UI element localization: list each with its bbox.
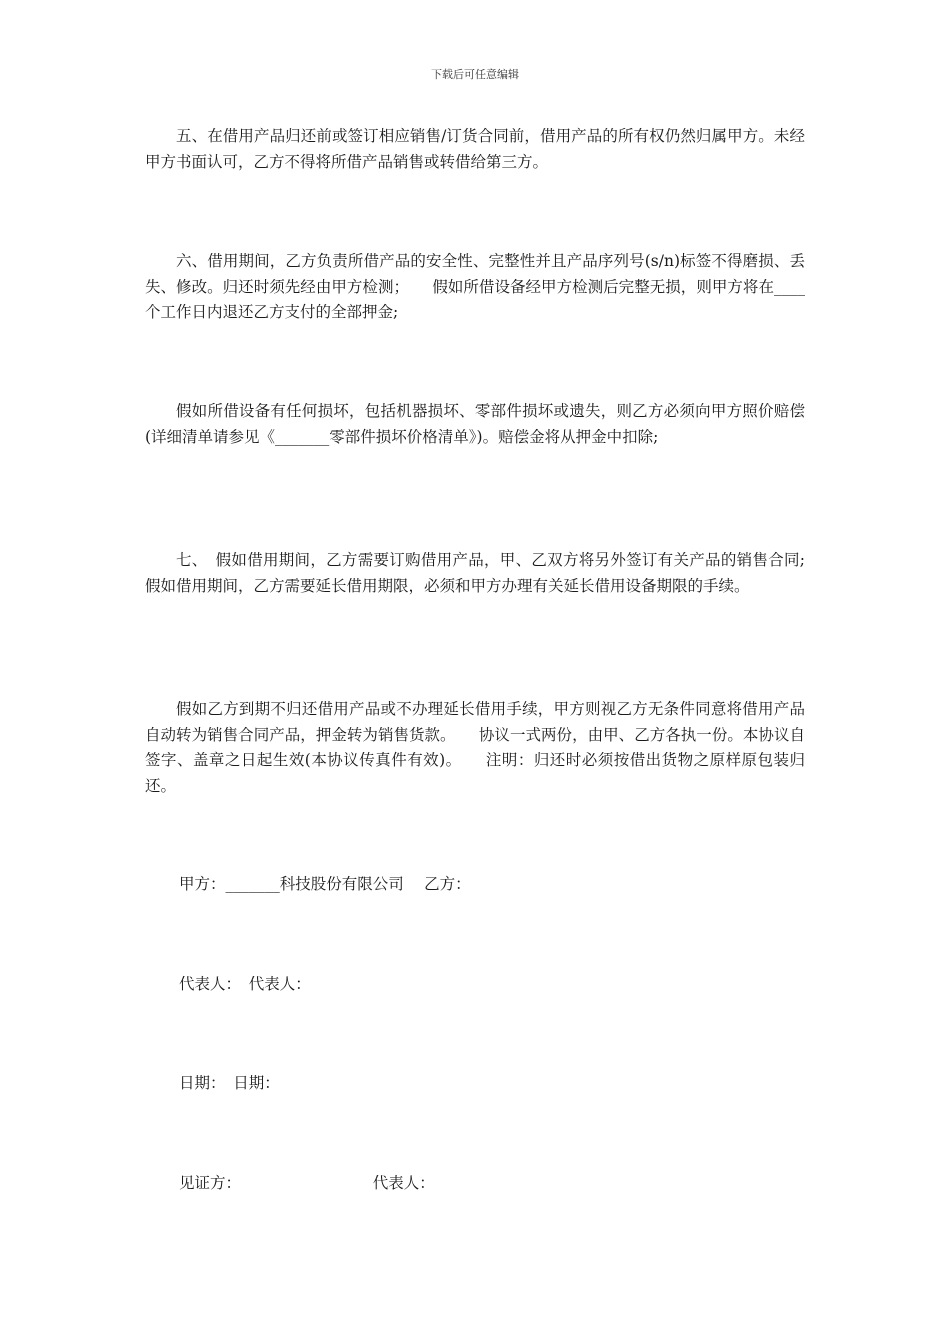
witness-line: 见证方： 代表人： [179, 1174, 435, 1192]
representative-line: 代表人： 代表人： [179, 975, 311, 993]
clause-6-paragraph: 六、借用期间，乙方负责所借产品的安全性、完整性并且产品序列号(s/n)标签不得磨损、丢失、修改。归还时须先经由甲方检测； 假如所借设备经甲方检测后完整无损，则甲方将在____个工作日内退还乙方支付的全部押金; [145, 252, 805, 321]
overdue-return-paragraph: 假如乙方到期不归还借用产品或不办理延长借用手续，甲方则视乙方无条件同意将借用产品自动转为销售合同产品，押金转为销售货款。 协议一式两份，由甲、乙方各执一份。本协议自签字、盖章之日起生效(本协议传真件有效)。 注明：归还时必须按借出货物之原样原包装归还。 [145, 700, 805, 795]
date-line: 日期： 日期： [179, 1074, 280, 1092]
header-note: 下载后可任意编辑 [431, 68, 519, 81]
damage-compensation-paragraph: 假如所借设备有任何损坏，包括机器损坏、零部件损坏或遗失，则乙方必须向甲方照价赔偿(详细清单请参见《_______零部件损坏价格清单》)。赔偿金将从押金中扣除; [145, 402, 805, 446]
clause-5-paragraph: 五、在借用产品归还前或签订相应销售/订货合同前，借用产品的所有权仍然归属甲方。未经甲方书面认可，乙方不得将所借产品销售或转借给第三方。 [145, 127, 805, 171]
clause-7-paragraph: 七、 假如借用期间，乙方需要订购借用产品，甲、乙双方将另外签订有关产品的销售合同;假如借用期间，乙方需要延长借用期限，必须和甲方办理有关延长借用设备期限的手续。 [145, 551, 805, 595]
party-a-b-line: 甲方：_______科技股份有限公司 乙方： [179, 875, 471, 893]
